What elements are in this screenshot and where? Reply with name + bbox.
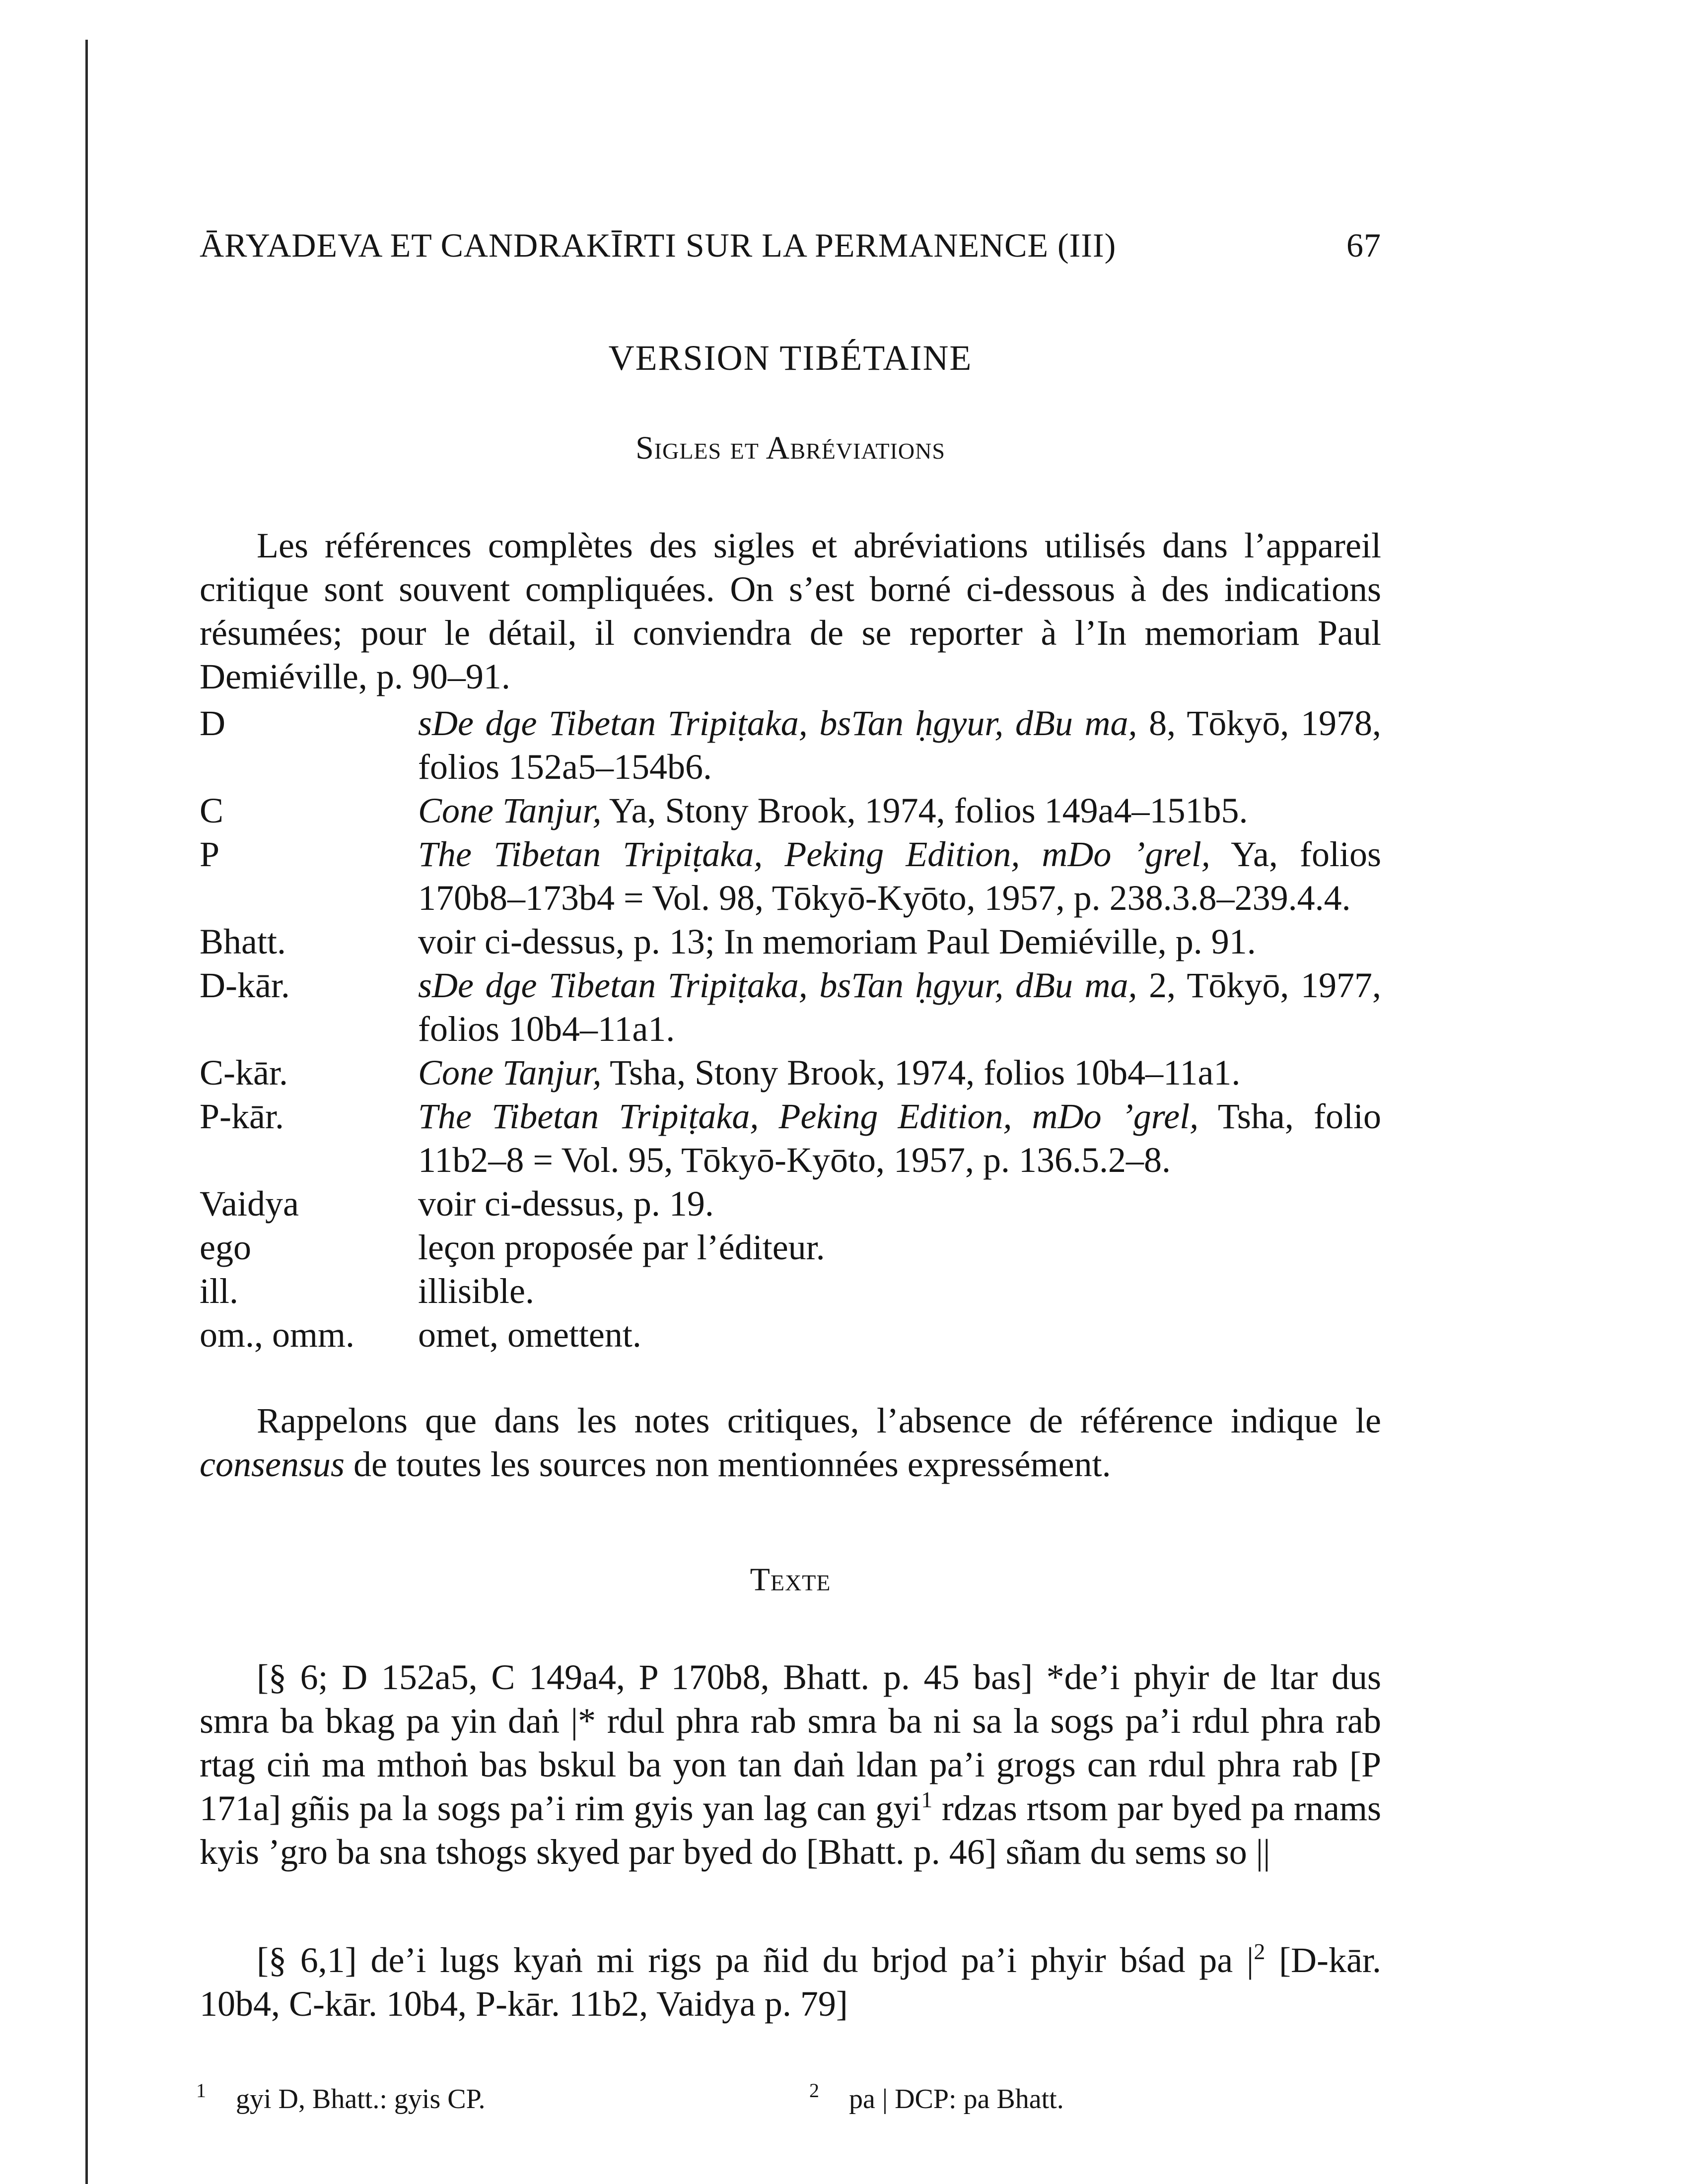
abbreviation-row [200, 1094, 1381, 1182]
abbreviation-details: Ya, Stony Brook, 1974, folios 149a4–151b5. [601, 791, 1248, 830]
abbreviation-details: 2, Tōkyō, 1977, folios 10b4–11a1. [418, 965, 1381, 1049]
abbreviation-row [200, 1313, 1381, 1357]
section-title-sigles: Sigles et Abréviations [635, 430, 945, 466]
abbreviation-key: Vaidya [200, 1184, 299, 1224]
abbreviation-definition [418, 1051, 1381, 1094]
abbreviation-key: D [200, 703, 225, 743]
abbreviation-row [200, 920, 1381, 963]
abbreviation-details: Tsha, Stony Brook, 1974, folios 10b4–11a1. [601, 1053, 1241, 1092]
abbreviation-row [200, 1182, 1381, 1226]
footnote-ref-2: 2 [1254, 1939, 1266, 1964]
rappel-italic: consensus [200, 1444, 345, 1484]
abbreviation-details: illisible. [418, 1271, 534, 1311]
abbreviation-definition [418, 701, 1381, 789]
abbreviation-row [200, 1269, 1381, 1313]
text-6-1-part-b: [D-kār. 10b4, C-kār. 10b4, P-kār. 11b2, Vaidya p. 79] [200, 1940, 1381, 2024]
text-section-6 [200, 1655, 1381, 1874]
text-section-6-1 [200, 1938, 1381, 2026]
running-header [200, 226, 1381, 265]
text-6-part-a: [§ 6; D 152a5, C 149a4, P 170b8, Bhatt. p. 45 bas] *de’i phyir de ltar dus smra ba bkag pa yin daṅ |* rdul phra rab smra ba ni sa la sogs pa’i rdul phra rab rtag ciṅ ma mthoṅ bas bskul ba yon tan daṅ ldan pa’i grogs can rdul phra rab [P 171a] gñis pa la sogs pa’i rim gyis yan lag can gyi [200, 1657, 1381, 1828]
abbreviation-row [200, 701, 1381, 789]
rappel-text-start: Rappelons que dans les notes critiques, l’absence de référence indique le [257, 1401, 1381, 1440]
abbreviation-title: sDe dge Tibetan Tripiṭaka, bsTan ḥgyur, dBu ma, [418, 965, 1137, 1005]
abbreviation-key: P [200, 834, 220, 874]
running-title: ĀRYADEVA ET CANDRAKĪRTI SUR LA PERMANENCE (III) [200, 226, 1117, 264]
abbreviation-details: leçon proposée par l’éditeur. [418, 1228, 825, 1267]
abbreviation-details: voir ci-dessus, p. 19. [418, 1184, 714, 1224]
abbreviation-title: Cone Tanjur, [418, 1053, 602, 1092]
abbreviation-key: ego [200, 1228, 251, 1267]
footnote-2-text: pa | DCP: pa Bhatt. [849, 2084, 1064, 2115]
intro-paragraph: Les références complètes des sigles et abréviations utilisés dans l’appareil critique sont souvent compliquées. On s’est borné ci-dessous à des indications résumées; pour le détail, il conviendra de se reporter à l’In memoriam Paul Demiéville, p. 90–91. [200, 526, 1381, 696]
abbreviation-details: Ya, folios 170b8–173b4 = Vol. 98, Tōkyō-Kyōto, 1957, p. 238.3.8–239.4.4. [418, 834, 1382, 918]
footnote-2-mark: 2 [809, 2079, 819, 2102]
abbreviation-title: sDe dge Tibetan Tripiṭaka, bsTan ḥgyur, dBu ma, [418, 703, 1137, 743]
abbreviation-definition [418, 1269, 1381, 1313]
margin-rule [85, 40, 88, 2184]
abbreviation-title: Cone Tanjur, [418, 791, 602, 830]
abbreviation-key: Bhatt. [200, 922, 286, 961]
abbreviation-key: D-kār. [200, 965, 290, 1005]
abbreviation-row [200, 832, 1381, 920]
abbreviation-definition [418, 789, 1381, 832]
abbreviation-key: P-kār. [200, 1096, 284, 1136]
abbreviation-definition [418, 963, 1381, 1051]
abbreviation-definition [418, 1094, 1381, 1182]
rappel-block [200, 1399, 1381, 1486]
footnote-1 [196, 2079, 486, 2115]
footnote-1-text: gyi D, Bhatt.: gyis CP. [236, 2084, 486, 2115]
abbreviation-details: omet, omettent. [418, 1315, 641, 1355]
section-title-version: VERSION TIBÉTAINE [608, 338, 973, 378]
text-paragraph-6-1 [200, 1938, 1381, 2026]
rappel-paragraph [200, 1399, 1381, 1486]
footnote-1-mark: 1 [196, 2079, 206, 2102]
abbreviation-row [200, 789, 1381, 832]
abbreviation-details: Tsha, folio 11b2–8 = Vol. 95, Tōkyō-Kyōto, 1957, p. 136.5.2–8. [418, 1096, 1381, 1180]
abbreviation-details: 8, Tōkyō, 1978, folios 152a5–154b6. [418, 703, 1381, 787]
abbreviation-definition [418, 832, 1381, 920]
text-paragraph-6 [200, 1655, 1381, 1874]
footnote-ref-1: 1 [921, 1787, 933, 1812]
abbreviation-details: voir ci-dessus, p. 13; In memoriam Paul Demiéville, p. 91. [418, 922, 1256, 961]
abbreviation-row [200, 1051, 1381, 1094]
abbreviation-title: The Tibetan Tripiṭaka, Peking Edition, mDo ’grel, [418, 834, 1210, 874]
abbreviation-row [200, 1226, 1381, 1269]
abbreviation-definition [418, 1182, 1381, 1226]
abbreviation-key: C-kār. [200, 1053, 288, 1092]
abbreviation-key: C [200, 791, 224, 830]
abbreviation-definition [418, 920, 1381, 963]
page-number: 67 [1346, 226, 1381, 264]
intro-block [200, 524, 1381, 698]
footnote-2 [809, 2079, 1064, 2115]
abbreviation-row [200, 963, 1381, 1051]
rappel-text-end: de toutes les sources non mentionnées expressément. [344, 1444, 1111, 1484]
abbreviation-key: ill. [200, 1271, 239, 1311]
abbreviation-list [200, 701, 1381, 1357]
text-6-1-part-a: [§ 6,1] de’i lugs kyaṅ mi rigs pa ñid du brjod pa’i phyir bśad pa | [257, 1940, 1254, 1980]
section-title-texte: Texte [750, 1562, 831, 1598]
abbreviation-title: The Tibetan Tripiṭaka, Peking Edition, mDo ’grel, [418, 1096, 1199, 1136]
abbreviation-definition [418, 1226, 1381, 1269]
abbreviation-key: om., omm. [200, 1315, 355, 1355]
abbreviation-definition [418, 1313, 1381, 1357]
text-6-part-b: rdzas rtsom par byed pa rnams kyis ’gro ba sna tshogs skyed par byed do [Bhatt. p. 46] sñam du sems so || [200, 1788, 1381, 1872]
